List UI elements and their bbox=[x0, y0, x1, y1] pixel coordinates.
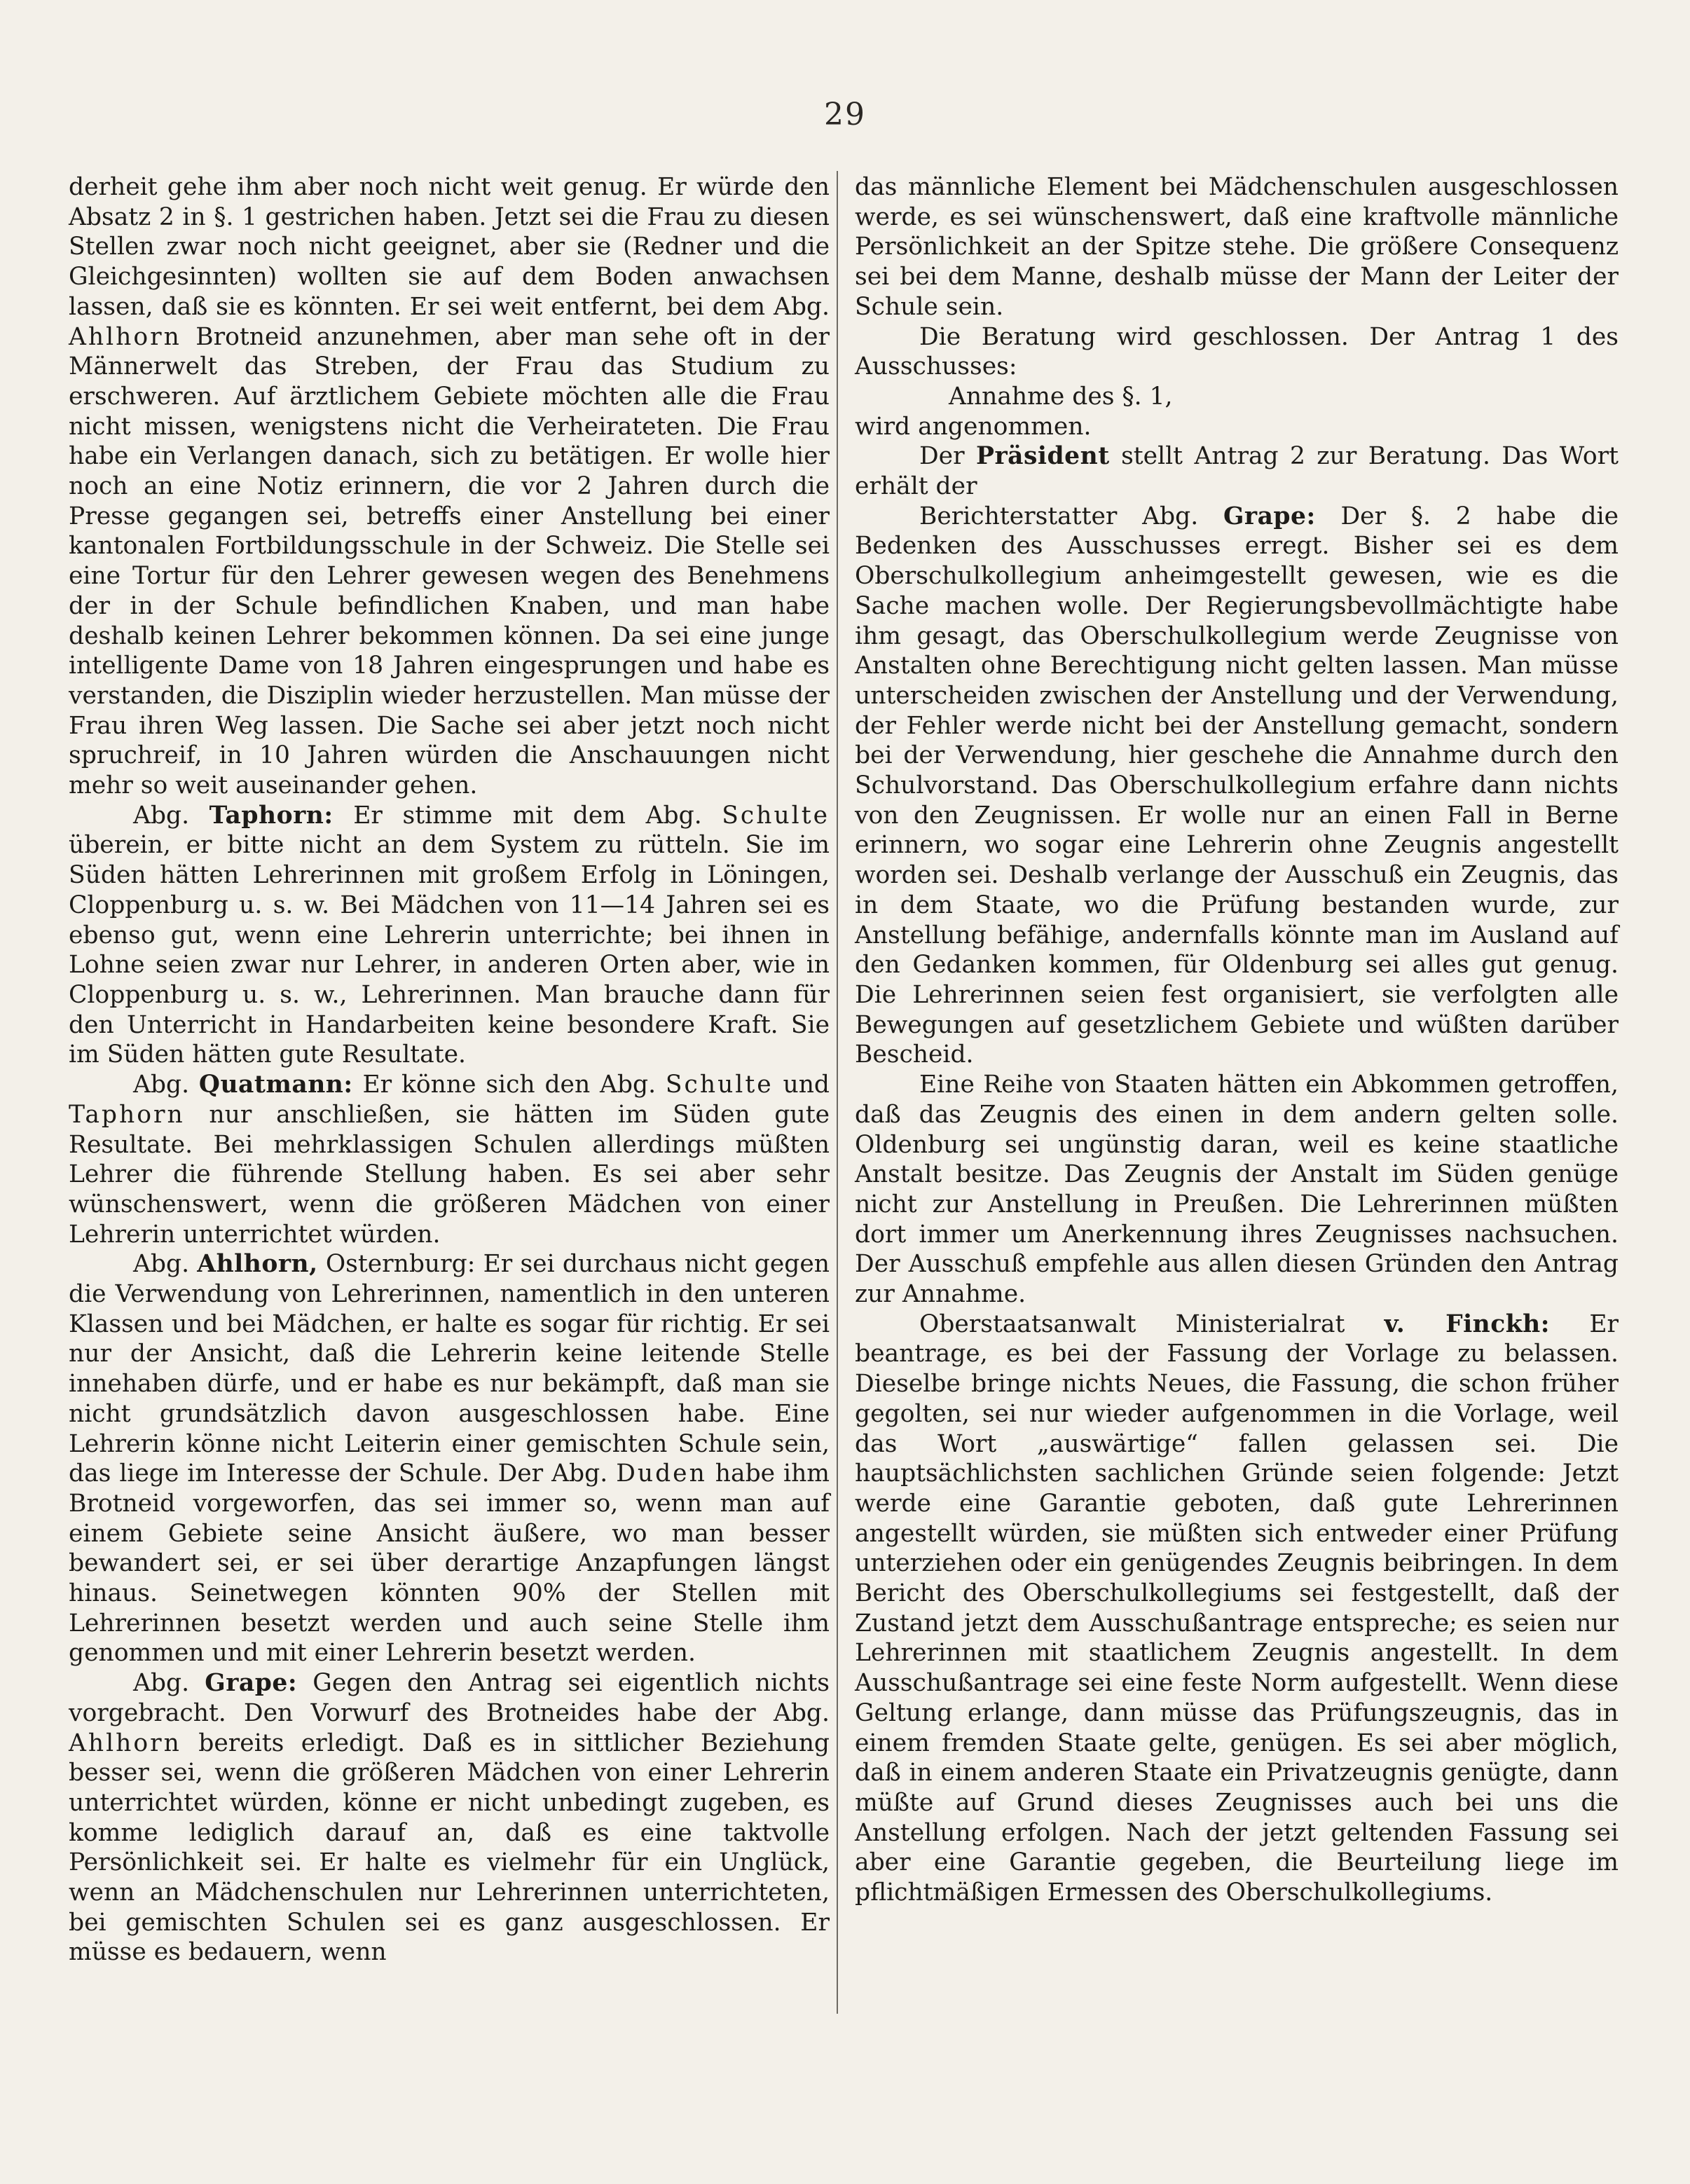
paragraph-text: Osternburg: Er sei durchaus nicht gegen die Verwendung von Lehrerinnen, namentlich in den unteren Klassen und bei Mädchen, er halte es sogar für richtig. Er sei nur der Ansicht, daß die Lehrerin keine leitende Stelle innehaben dürfe, und er habe es nur bekämpft, daß man sie nicht grundsätzlich davon ausgeschlossen habe. Eine Lehrerin könne nicht Leiterin einer gemischten Schule sein, das liege im Interesse der Schule. Der Abg. bbox=[69, 1250, 830, 1488]
speaker-prefix: Abg. bbox=[133, 1250, 190, 1279]
paragraph-text: Er stimme mit dem Abg. bbox=[353, 801, 702, 830]
paragraph-finckh bbox=[855, 1310, 1619, 1908]
paragraph-continuation bbox=[69, 172, 830, 801]
speaker-name: Quatmann: bbox=[198, 1071, 353, 1099]
paragraph-text: Er beantrage, es bei der Fassung der Vorlage zu belassen. Dieselbe bringe nichts Neues, die Fassung, die schon früher gegolten, sei nur wieder aufgenommen in die Vorlage, weil das Wort „auswärtige“ fallen gelassen sei. Die hauptsächlichsten sachlichen Gründe seien folgende: Jetzt werde eine Garantie geboten, daß gute Lehrerinnen angestellt würden, sie müßten sich entweder einer Prüfung unterziehen oder ein genügendes Zeugnis beibringen. In dem Bericht des Oberschulkollegiums sei festgestellt, daß der Zustand jetzt dem Ausschußantrage entspreche; es seien nur Lehrerinnen mit staatlichem Zeugnis angestellt. In dem Ausschußantrage sei eine feste Norm aufgestellt. Wenn diese Geltung erlange, dann müsse das Prüfungszeugnis, das in einem fremden Staate gelte, genügen. Es sei aber möglich, daß in einem anderen Staate ein Privatzeugnis genügte, dann müßte auf Grund dieses Zeugnisses auch bei uns die Anstellung erfolgen. Nach der jetzt geltenden Fassung sei aber eine Garantie gegeben, die Beurteilung liege im pflichtmäßigen Ermessen des Oberschulkollegiums. bbox=[855, 1310, 1619, 1907]
motion-text: Annahme des §. 1, bbox=[949, 382, 1173, 411]
paragraph-text: Brotneid anzunehmen, aber man sehe oft in der Männerwelt das Streben, der Frau das Studium zu erschweren. Auf ärztlichem Gebiete möchten alle die Frau nicht missen, wenigstens nicht die Verheirateten. Die Frau habe ein Verlangen danach, sich zu betätigen. Er wolle hier noch an eine Notiz erinnern, die vor 2 Jahren durch die Presse gegangen sei, betreffs einer Anstellung bei einer kantonalen Fortbildungsschule in der Schweiz. Die Stelle sei eine Tortur für den Lehrer gewesen wegen des Benehmens der in der Schule befindlichen Knaben, und man habe deshalb keinen Lehrer bekommen können. Da sei eine junge intelligente Dame von 18 Jahren eingesprungen und habe es verstanden, die Disziplin wieder herzustellen. Man müsse der Frau ihren Weg lassen. Die Sache sei aber jetzt noch nicht spruchreif, in 10 Jahren würden die Anschauungen nicht mehr so weit auseinander gehen. bbox=[69, 322, 830, 800]
speaker-name: v. Finckh: bbox=[1384, 1310, 1550, 1338]
paragraph-berichterstatter bbox=[855, 502, 1619, 1070]
left-column bbox=[69, 172, 830, 1967]
person-name: Schulte bbox=[722, 801, 830, 830]
paragraph-text: habe ihm Brotneid vorgeworfen, das sei immer so, wenn man auf einem Gebiete seine Ansicht äußere, wo man besser bewandert sei, er sei über derartige Anzapfungen längst hinaus. Seinetwegen könnten 90% der Stellen mit Lehrerinnen besetzt werden und auch seine Stelle ihm genommen und mit einer Lehrerin besetzt werden. bbox=[69, 1460, 830, 1668]
paragraph-text: Gegen den Antrag sei eigentlich nichts vorgebracht. Den Vorwurf des Brotneides habe der Abg. bbox=[69, 1669, 830, 1727]
paragraph-text: überein, er bitte nicht an dem System zu rütteln. Sie im Süden hätten Lehrerinnen mit großem Erfolg in Löningen, Cloppenburg u. s. w. Bei Mädchen von 11—14 Jahren sei es ebenso gut, wenn eine Lehrerin unterrichte; bei ihnen in Lohne seien zwar nur Lehrer, in anderen Orten aber, wie in Cloppenburg u. s. w., Lehrerinnen. Man brauche dann für den Unterricht in Handarbeiten keine besondere Kraft. Sie im Süden hätten gute Resultate. bbox=[69, 831, 830, 1069]
speaker-prefix: Abg. bbox=[133, 1071, 190, 1099]
paragraph-president bbox=[855, 441, 1619, 501]
motion-result: wird angenommen. bbox=[855, 412, 1092, 441]
page-number: 29 bbox=[824, 97, 866, 132]
speaker-name: Taphorn: bbox=[209, 801, 334, 830]
paragraph-quatmann bbox=[69, 1070, 830, 1249]
paragraph-text: Er könne sich den Abg. bbox=[362, 1071, 657, 1099]
paragraph-text: bereits erledigt. Daß es in sittlicher Beziehung besser sei, wenn die größeren Mädchen von einer Lehrerin unterrichtet würden, könne er nicht unbedingt zugeben, es komme lediglich darauf an, daß es eine taktvolle Persönlichkeit sei. Er halte es vielmehr für ein Unglück, wenn an Mädchenschulen nur Lehrerinnen unterrichteten, bei gemischten Schulen sei es ganz ausgeschlossen. Er müsse es bedauern, wenn bbox=[69, 1729, 830, 1967]
speaker-name: Grape: bbox=[1223, 502, 1316, 530]
paragraph-text: Oberstaatsanwalt Ministerialrat bbox=[919, 1310, 1345, 1338]
paragraph-text: nur anschließen, sie hätten im Süden gute Resultate. Bei mehrklassigen Schulen allerdings müßten Lehrer die führende Stellung haben. Es sei aber sehr wünschenswert, wenn die größeren Mädchen von einer Lehrerin unterrichtet würden. bbox=[69, 1100, 830, 1249]
person-name: Ahlhorn bbox=[69, 1729, 181, 1757]
paragraph-text: Der bbox=[919, 442, 965, 471]
paragraph-agreement: Eine Reihe von Staaten hätten ein Abkommen getroffen, daß das Zeugnis des einen in dem andern gelten solle. Oldenburg sei ungünstig daran, weil es keine staatliche Anstalt besitze. Das Zeugnis der Anstalt im Süden genüge nicht zur Anstellung in Preußen. Die Lehrerinnen müßten dort immer um Anerkennung ihres Zeugnisses nachsuchen. Der Ausschuß empfehle aus allen diesen Gründen den Antrag zur Annahme. bbox=[855, 1071, 1619, 1309]
paragraph-text: und bbox=[783, 1071, 830, 1099]
paragraph-text: Der §. 2 habe die Bedenken des Ausschusses erregt. Bisher sei es dem Oberschulkollegium anheimgestellt gewesen, wie es die Sache machen wolle. Der Regierungsbevollmächtigte habe ihm gesagt, das Oberschulkollegium werde Zeugnisse von Anstalten ohne Berechtigung nicht gelten lassen. Man müsse unterscheiden zwischen der Anstellung und der Verwendung, der Fehler werde nicht bei der Anstellung gemacht, sondern bei der Verwendung, hier geschehe die Annahme durch den Schulvorstand. Das Oberschulkollegium erfahre dann nichts von den Zeugnissen. Er wolle nur an einen Fall in Berne erinnern, wo sogar eine Lehrerin ohne Zeugnis angestellt worden sei. Deshalb verlange der Ausschuß ein Zeugnis, das in dem Staate, wo die Prüfung bestanden wurde, zur Anstellung befähige, andernfalls könnte man im Ausland auf den Gedanken kommen, für Oldenburg sei alles gut genug. Die Lehrerinnen seien fest organisiert, sie verfolgten alle Bewegungen auf gesetzlichem Gebiete und wüßten darüber Bescheid. bbox=[855, 502, 1619, 1069]
paragraph-vote: Die Beratung wird geschlossen. Der Antrag 1 des Ausschusses: bbox=[855, 322, 1619, 381]
paragraph-ahlhorn bbox=[69, 1249, 830, 1668]
speaker-prefix: Abg. bbox=[133, 801, 190, 830]
paragraph-text: stellt Antrag 2 zur Beratung. Das Wort erhält der bbox=[855, 442, 1619, 501]
person-name: Schulte bbox=[665, 1071, 774, 1099]
person-name: Taphorn bbox=[69, 1100, 185, 1129]
speaker-prefix: Abg. bbox=[133, 1669, 190, 1698]
speaker-name: Präsident bbox=[976, 442, 1110, 471]
person-name: Duden bbox=[616, 1460, 707, 1488]
paragraph-continuation: das männliche Element bei Mädchenschulen ausgeschlossen werde, es sei wünschenswert, daß eine kraftvolle männliche Persönlichkeit an der Spitze stehe. Die größere Consequenz sei bei dem Manne, deshalb müsse der Mann der Leiter der Schule sein. bbox=[855, 173, 1619, 321]
column-divider bbox=[837, 171, 838, 2014]
right-column bbox=[855, 172, 1619, 1908]
paragraph-text: derheit gehe ihm aber noch nicht weit genug. Er würde den Absatz 2 in §. 1 gestrichen haben. Jetzt sei die Frau zu diesen Stellen zwar noch nicht geeignet, aber sie (Redner und die Gleichgesinnten) wollten sie auf dem Boden anwachsen lassen, daß sie es könnten. Er sei weit entfernt, bei dem Abg. bbox=[69, 173, 830, 321]
speaker-name: Grape: bbox=[205, 1669, 298, 1698]
paragraph-text: Berichterstatter Abg. bbox=[919, 502, 1199, 530]
speaker-name: Ahlhorn, bbox=[197, 1250, 318, 1279]
paragraph-taphorn bbox=[69, 801, 830, 1070]
paragraph-grape bbox=[69, 1668, 830, 1967]
person-name: Ahlhorn bbox=[69, 322, 181, 351]
